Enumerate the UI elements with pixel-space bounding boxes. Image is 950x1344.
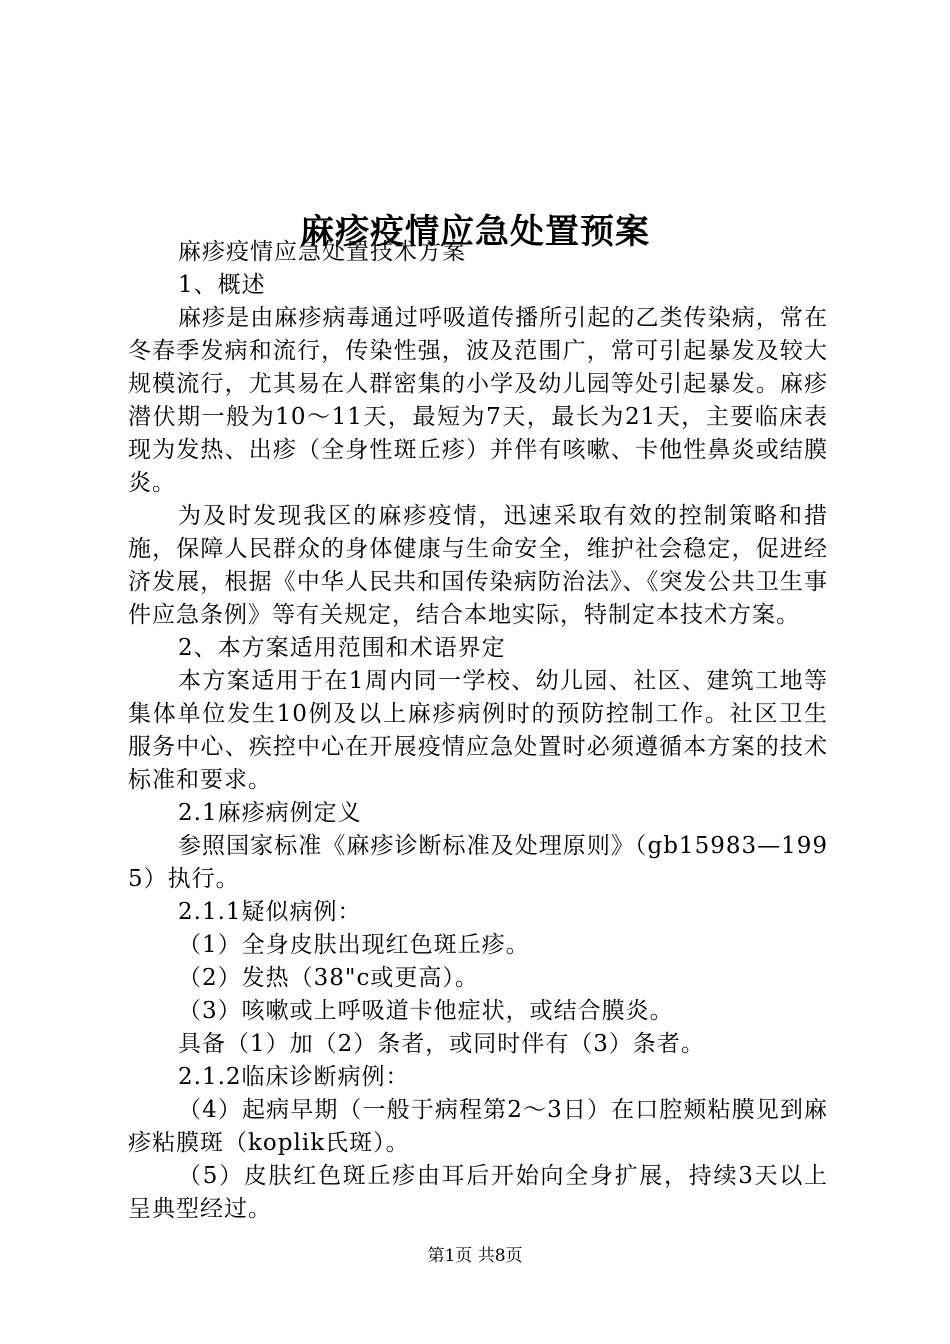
paragraph-overview: 麻疹是由麻疹病毒通过呼吸道传播所引起的乙类传染病，常在冬春季发病和流行，传染性强，波及范围广，常可引起暴发及较大规模流行，尤其易在人群密集的小学及幼儿园等处引起暴发。麻疹潜伏期一般为10～11天，最短为7天，最长为21天，主要临床表现为发热、出疹（全身性斑丘疹）并伴有咳嗽、卡他性鼻炎或结膜炎。 [128,305,828,496]
section-heading-overview: 1、概述 [178,272,266,298]
paragraph-purpose: 为及时发现我区的麻疹疫情，迅速采取有效的控制策略和措施，保障人民群众的身体健康与生命安全，维护社会稳定，促进经济发展，根据《中华人民共和国传染病防治法》、《突发公共卫生事件应急条例》等有关规定，结合本地实际，特制定本技术方案。 [128,503,828,628]
section-heading-case-definition: 2.1麻疹病例定义 [178,800,362,826]
criterion-item: （1）全身皮肤出现红色斑丘疹。 [178,932,530,958]
criterion-item: （5）皮肤红色斑丘疹由耳后开始向全身扩展，持续3天以上呈典型经过。 [128,1163,828,1222]
criterion-item: （3）咳嗽或上呼吸道卡他症状，或结合膜炎。 [178,998,674,1024]
document-body [128,236,828,1226]
document-title: 麻疹疫情应急处置预案 [300,211,650,252]
criterion-item: （4）起病早期（一般于病程第2～3日）在口腔颊粘膜见到麻疹粘膜斑（koplik氏斑）。 [128,1097,828,1156]
section-heading-clinical-case: 2.1.2临床诊断病例： [178,1064,410,1090]
paragraph-standard-reference: 参照国家标准《麻疹诊断标准及处理原则》（gb15983—1995）执行。 [128,833,828,892]
paragraph-scope: 本方案适用于在1周内同一学校、幼儿园、社区、建筑工地等集体单位发生10例及以上麻疹病例时的预防控制工作。社区卫生服务中心、疾控中心在开展疫情应急处置时必须遵循本方案的技术标准和要求。 [128,668,828,793]
section-heading-scope: 2、本方案适用范围和术语界定 [178,635,506,661]
paragraph-criteria-summary: 具备（1）加（2）条者，或同时伴有（3）条者。 [178,1031,705,1057]
section-heading-suspected-case: 2.1.1疑似病例： [178,899,362,925]
subtitle-paragraph: 麻疹疫情应急处置技术方案 [178,239,466,265]
criterion-item: （2）发热（38"c或更高）。 [178,965,479,991]
page-footer: 第1页 共8页 [427,1246,523,1266]
